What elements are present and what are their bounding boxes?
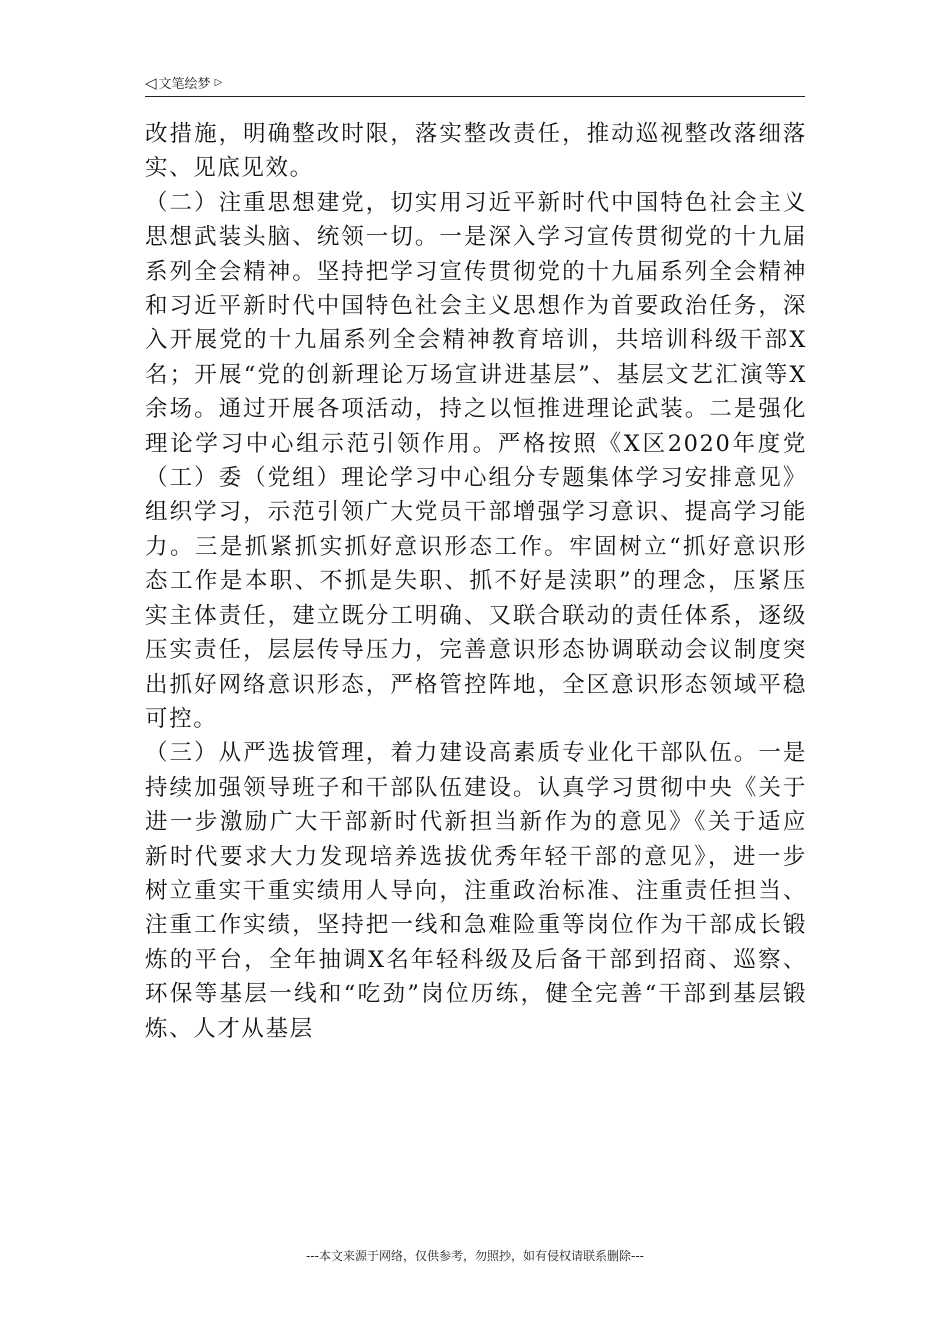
paragraph-continuation: 改措施，明确整改时限，落实整改责任，推动巡视整改落细落实、见底见效。 — [145, 121, 807, 182]
page-header — [145, 74, 805, 97]
brand-name: 文笔绘梦 — [158, 77, 211, 92]
paragraph-section-two: （二）注重思想建党，切实用习近平新时代中国特色社会主义思想武装头脑、统领一切。一是深入学习宣传贯彻党的十九届系列全会精神。坚持把学习宣传贯彻党的十九届系列全会精神和习近平新时代中国特色社会主义思想作为首要政治任务，深入开展党的十九届系列全会精神教育培训，共培训科级干部X名；开展“党的创新理论万场宣讲进基层”、基层文艺汇演等X余场。通过开展各项活动，持之以恒推进理论武装。二是强化理论学习中心组示范引领作用。严格按照《X区2020年度党（工）委（党组）理论学习中心组分专题集体学习安排意见》组织学习，示范引领广大党员干部增强学习意识、提高学习能力。三是抓紧抓实抓好意识形态工作。牢固树立“抓好意识形态工作是本职、不抓是失职、抓不好是渎职”的理念，压紧压实主体责任，建立既分工明确、又联合联动的责任体系，逐级压实责任，层层传导压力，完善意识形态协调联动会议制度突出抓好网络意识形态，严格管控阵地，全区意识形态领域平稳可控。 — [145, 189, 807, 732]
header-brand — [145, 74, 222, 95]
triangle-left-icon: ◁ — [145, 74, 157, 92]
footer-disclaimer: ---本文来源于网络，仅供参考，勿照抄，如有侵权请联系删除--- — [306, 1249, 644, 1263]
paragraph-section-three: （三）从严选拔管理，着力建设高素质专业化干部队伍。一是持续加强领导班子和干部队伍建设。认真学习贯彻中央《关于进一步激励广大干部新时代新担当新作为的意见》《关于适应新时代要求大力发现培养选拔优秀年轻干部的意见》，进一步树立重实干重实绩用人导向，注重政治标准、注重责任担当、注重工作实绩，坚持把一线和急难险重等岗位作为干部成长锻炼的平台，全年抽调X名年轻科级及后备干部到招商、巡察、环保等基层一线和“吃劲”岗位历练，健全完善“干部到基层锻炼、人才从基层 — [145, 740, 807, 1042]
document-body — [145, 117, 807, 1046]
triangle-right-icon: ▷ — [214, 77, 223, 88]
